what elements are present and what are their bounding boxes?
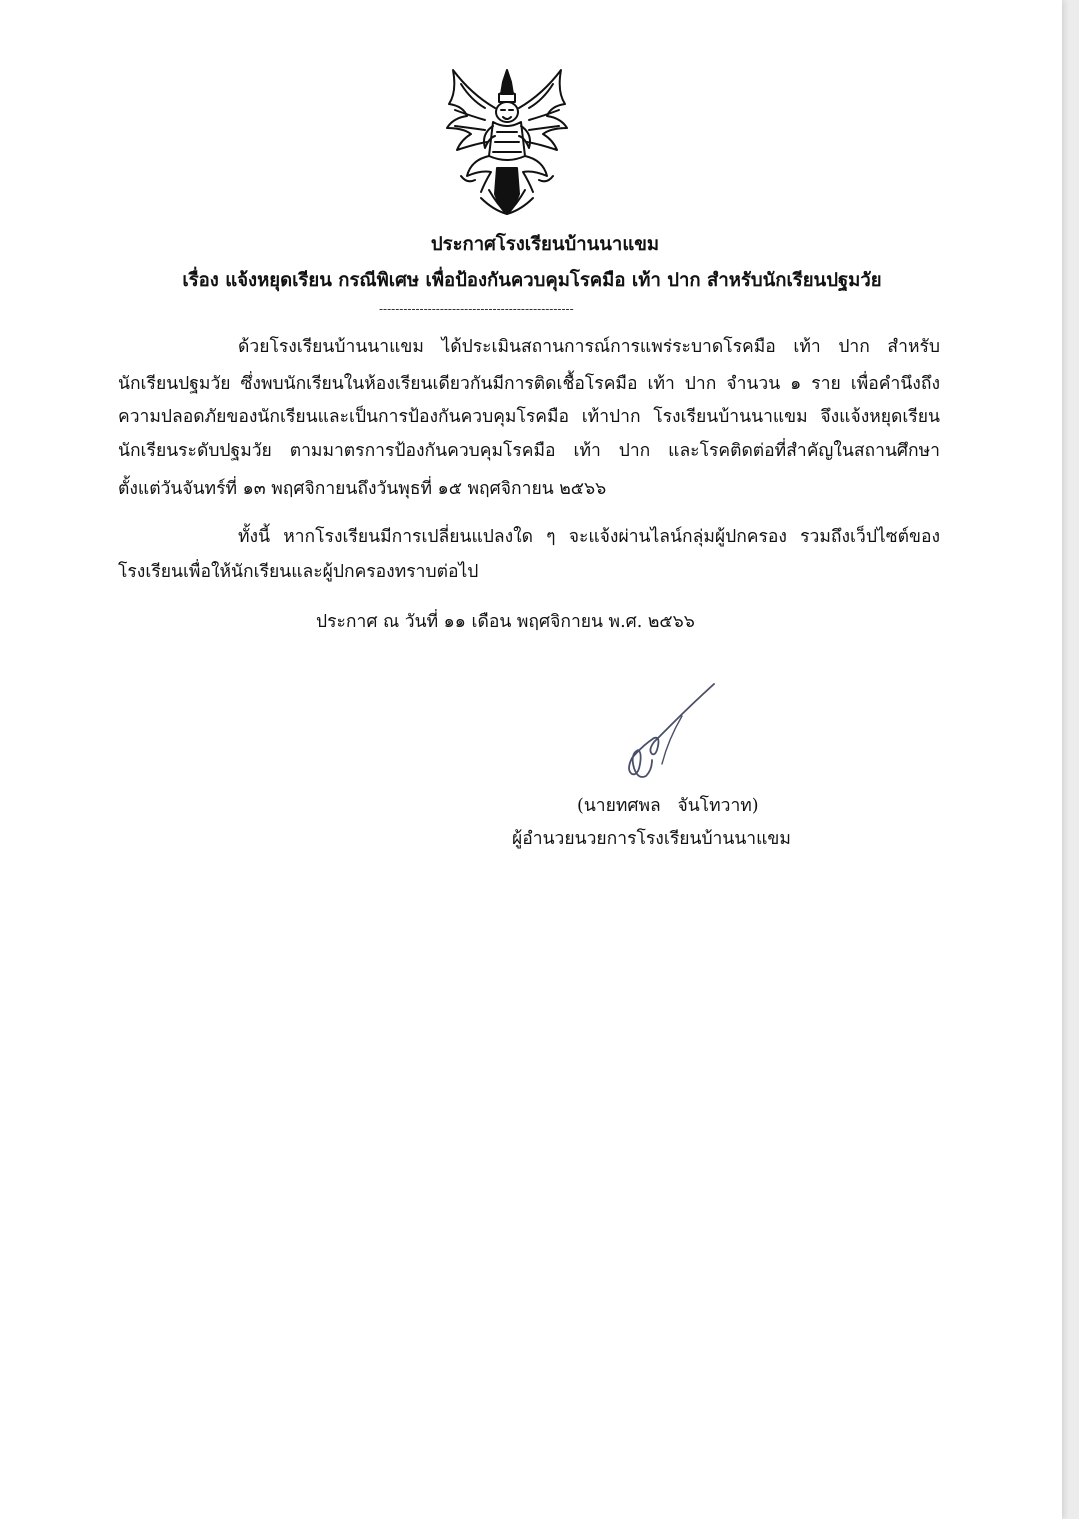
paragraph1-line: ตั้งแต่วันจันทร์ที่ ๑๓ พฤศจิกายนถึงวันพุธที่ ๑๕ พฤศจิกายน ๒๕๖๖ bbox=[118, 479, 607, 499]
announcement-subject: เรื่อง แจ้งหยุดเรียน กรณีพิเศษ เพื่อป้องกันควบคุมโรคมือ เท้า ปาก สำหรับนักเรียนปฐมวัย bbox=[182, 270, 882, 291]
paragraph2-line: ทั้งนี้ หากโรงเรียนมีการเปลี่ยนแปลงใด ๆ จะแจ้งผ่านไลน์กลุ่มผู้ปกครอง รวมถึงเว็ปไซต์ของ bbox=[238, 527, 940, 547]
signer-position: ผู้อำนวยนวยการโรงเรียนบ้านนาแขม bbox=[512, 829, 791, 849]
paragraph1-line: ความปลอดภัยของนักเรียนและเป็นการป้องกันควบคุมโรคมือ เท้าปาก โรงเรียนบ้านนาแขม จึงแจ้งหยุดเรียน bbox=[118, 407, 940, 427]
paragraph1-line: นักเรียนปฐมวัย ซึ่งพบนักเรียนในห้องเรียนเดียวกันมีการติดเชื้อโรคมือ เท้า ปาก จำนวน ๑ ราย เพื่อคำนึงถึง bbox=[118, 374, 940, 394]
paragraph2-line: โรงเรียนเพื่อให้นักเรียนและผู้ปกครองทราบต่อไป bbox=[118, 562, 479, 582]
paragraph1-line: ด้วยโรงเรียนบ้านนาแขม ได้ประเมินสถานการณ์การแพร่ระบาดโรคมือ เท้า ปาก สำหรับ bbox=[238, 337, 940, 357]
handwritten-signature bbox=[622, 680, 722, 784]
garuda-emblem-icon bbox=[441, 64, 573, 216]
signer-name: (นายทศพล จันโทวาท) bbox=[577, 796, 759, 816]
title-divider: ------------------------------------------------ bbox=[379, 302, 574, 316]
announcement-title: ประกาศโรงเรียนบ้านนาแขม bbox=[430, 234, 660, 255]
paragraph1-line: นักเรียนระดับปฐมวัย ตามมาตรการป้องกันควบคุมโรคมือ เท้า ปาก และโรคติดต่อที่สำคัญในสถานศึกษา bbox=[118, 441, 940, 461]
announcement-date: ประกาศ ณ วันที่ ๑๑ เดือน พฤศจิกายน พ.ศ. ๒๕๖๖ bbox=[316, 612, 695, 632]
